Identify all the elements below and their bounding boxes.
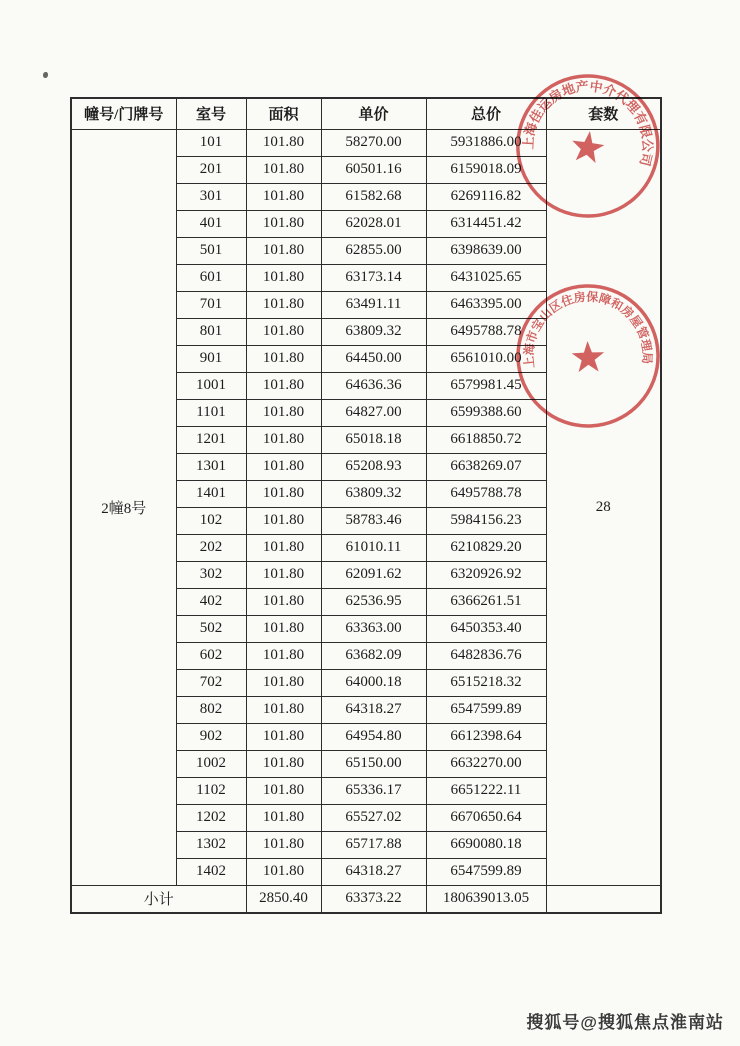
- total-price-cell: 6547599.89: [426, 696, 546, 723]
- total-price-cell: 5931886.00: [426, 129, 546, 156]
- unit-price-cell: 64636.36: [321, 372, 426, 399]
- unit-price-cell: 61582.68: [321, 183, 426, 210]
- room-cell: 702: [176, 669, 246, 696]
- unit-price-cell: 60501.16: [321, 156, 426, 183]
- room-cell: 1102: [176, 777, 246, 804]
- unit-price-cell: 65527.02: [321, 804, 426, 831]
- total-price-cell: 6670650.64: [426, 804, 546, 831]
- unit-price-cell: 62536.95: [321, 588, 426, 615]
- table-head-row: [71, 98, 661, 129]
- total-price-cell: 6618850.72: [426, 426, 546, 453]
- unit-price-cell: 58270.00: [321, 129, 426, 156]
- area-cell: 101.80: [246, 615, 321, 642]
- area-cell: 101.80: [246, 507, 321, 534]
- total-price-cell: 6561010.00: [426, 345, 546, 372]
- total-price-cell: 6638269.07: [426, 453, 546, 480]
- area-cell: 101.80: [246, 696, 321, 723]
- unit-price-cell: 63809.32: [321, 318, 426, 345]
- room-cell: 1001: [176, 372, 246, 399]
- column-header: 单价: [321, 98, 426, 129]
- unit-price-cell: 63491.11: [321, 291, 426, 318]
- total-price-cell: 6210829.20: [426, 534, 546, 561]
- unit-price-cell: 64954.80: [321, 723, 426, 750]
- unit-price-cell: 64318.27: [321, 858, 426, 885]
- room-cell: 801: [176, 318, 246, 345]
- ink-speck: [43, 72, 48, 78]
- area-cell: 101.80: [246, 318, 321, 345]
- total-price-cell: 6314451.42: [426, 210, 546, 237]
- area-cell: 101.80: [246, 723, 321, 750]
- subtotal-total-price-cell: 180639013.05: [426, 885, 546, 913]
- unit-price-cell: 63682.09: [321, 642, 426, 669]
- seal-text: 上海佳运房地产中介代理有限公司: [520, 78, 655, 168]
- unit-price-cell: 64000.18: [321, 669, 426, 696]
- column-header: 面积: [246, 98, 321, 129]
- room-cell: 301: [176, 183, 246, 210]
- room-cell: 502: [176, 615, 246, 642]
- area-cell: 101.80: [246, 399, 321, 426]
- area-cell: 101.80: [246, 804, 321, 831]
- room-cell: 1202: [176, 804, 246, 831]
- total-price-cell: 6450353.40: [426, 615, 546, 642]
- room-cell: 101: [176, 129, 246, 156]
- seal-text: 上海市宝山区住房保障和房屋管理局: [521, 289, 655, 369]
- column-header: 套数: [546, 98, 661, 129]
- area-cell: 101.80: [246, 237, 321, 264]
- total-price-cell: 6398639.00: [426, 237, 546, 264]
- unit-price-cell: 63363.00: [321, 615, 426, 642]
- room-cell: 1201: [176, 426, 246, 453]
- room-cell: 802: [176, 696, 246, 723]
- total-price-cell: 6366261.51: [426, 588, 546, 615]
- total-price-cell: 6612398.64: [426, 723, 546, 750]
- room-cell: 1302: [176, 831, 246, 858]
- area-cell: 101.80: [246, 588, 321, 615]
- subtotal-unit-price-cell: 63373.22: [321, 885, 426, 913]
- total-price-cell: 6482836.76: [426, 642, 546, 669]
- total-price-cell: 6269116.82: [426, 183, 546, 210]
- total-price-cell: 6579981.45: [426, 372, 546, 399]
- total-price-cell: 6320926.92: [426, 561, 546, 588]
- area-cell: 101.80: [246, 534, 321, 561]
- area-cell: 101.80: [246, 345, 321, 372]
- room-cell: 201: [176, 156, 246, 183]
- unit-price-cell: 65208.93: [321, 453, 426, 480]
- unit-price-cell: 63173.14: [321, 264, 426, 291]
- unit-price-cell: 64318.27: [321, 696, 426, 723]
- room-cell: 1301: [176, 453, 246, 480]
- area-cell: 101.80: [246, 372, 321, 399]
- area-cell: 101.80: [246, 831, 321, 858]
- price-table: [70, 97, 662, 914]
- total-price-cell: 6431025.65: [426, 264, 546, 291]
- unit-price-cell: 58783.46: [321, 507, 426, 534]
- room-cell: 401: [176, 210, 246, 237]
- unit-price-cell: 65336.17: [321, 777, 426, 804]
- units-count-cell: 28: [546, 129, 661, 885]
- area-cell: 101.80: [246, 777, 321, 804]
- unit-price-cell: 61010.11: [321, 534, 426, 561]
- total-price-cell: 6599388.60: [426, 399, 546, 426]
- watermark-text: 搜狐号@搜狐焦点淮南站: [526, 1013, 724, 1032]
- area-cell: 101.80: [246, 426, 321, 453]
- total-price-cell: 6651222.11: [426, 777, 546, 804]
- room-cell: 601: [176, 264, 246, 291]
- total-price-cell: 6463395.00: [426, 291, 546, 318]
- area-cell: 101.80: [246, 750, 321, 777]
- area-cell: 101.80: [246, 264, 321, 291]
- area-cell: 101.80: [246, 291, 321, 318]
- subtotal-units-cell: [546, 885, 661, 913]
- unit-price-cell: 65018.18: [321, 426, 426, 453]
- subtotal-area-cell: 2850.40: [246, 885, 321, 913]
- unit-price-cell: 63809.32: [321, 480, 426, 507]
- room-cell: 501: [176, 237, 246, 264]
- unit-price-cell: 62028.01: [321, 210, 426, 237]
- subtotal-row: [71, 885, 661, 913]
- total-price-cell: 6495788.78: [426, 480, 546, 507]
- unit-price-cell: 65150.00: [321, 750, 426, 777]
- column-header: 总价: [426, 98, 546, 129]
- table-row: [71, 129, 661, 156]
- room-cell: 902: [176, 723, 246, 750]
- room-cell: 1402: [176, 858, 246, 885]
- area-cell: 101.80: [246, 561, 321, 588]
- room-cell: 202: [176, 534, 246, 561]
- subtotal-label-cell: 小计: [71, 885, 246, 913]
- room-cell: 1401: [176, 480, 246, 507]
- total-price-cell: 6495788.78: [426, 318, 546, 345]
- table-footer: [71, 885, 661, 913]
- room-cell: 102: [176, 507, 246, 534]
- area-cell: 101.80: [246, 453, 321, 480]
- total-price-cell: 5984156.23: [426, 507, 546, 534]
- building-cell: 2幢8号: [71, 129, 176, 885]
- room-cell: 602: [176, 642, 246, 669]
- area-cell: 101.80: [246, 129, 321, 156]
- total-price-cell: 6547599.89: [426, 858, 546, 885]
- column-header: 室号: [176, 98, 246, 129]
- room-cell: 402: [176, 588, 246, 615]
- area-cell: 101.80: [246, 480, 321, 507]
- total-price-cell: 6159018.09: [426, 156, 546, 183]
- area-cell: 101.80: [246, 669, 321, 696]
- total-price-cell: 6515218.32: [426, 669, 546, 696]
- area-cell: 101.80: [246, 183, 321, 210]
- area-cell: 101.80: [246, 858, 321, 885]
- room-cell: 1002: [176, 750, 246, 777]
- room-cell: 701: [176, 291, 246, 318]
- area-cell: 101.80: [246, 210, 321, 237]
- unit-price-cell: 65717.88: [321, 831, 426, 858]
- table-header: [71, 98, 661, 129]
- room-cell: 1101: [176, 399, 246, 426]
- column-header: 幢号/门牌号: [71, 98, 176, 129]
- total-price-cell: 6632270.00: [426, 750, 546, 777]
- area-cell: 101.80: [246, 642, 321, 669]
- room-cell: 901: [176, 345, 246, 372]
- unit-price-cell: 62091.62: [321, 561, 426, 588]
- unit-price-cell: 64827.00: [321, 399, 426, 426]
- unit-price-cell: 62855.00: [321, 237, 426, 264]
- total-price-cell: 6690080.18: [426, 831, 546, 858]
- unit-price-cell: 64450.00: [321, 345, 426, 372]
- room-cell: 302: [176, 561, 246, 588]
- area-cell: 101.80: [246, 156, 321, 183]
- table-body: [71, 129, 661, 885]
